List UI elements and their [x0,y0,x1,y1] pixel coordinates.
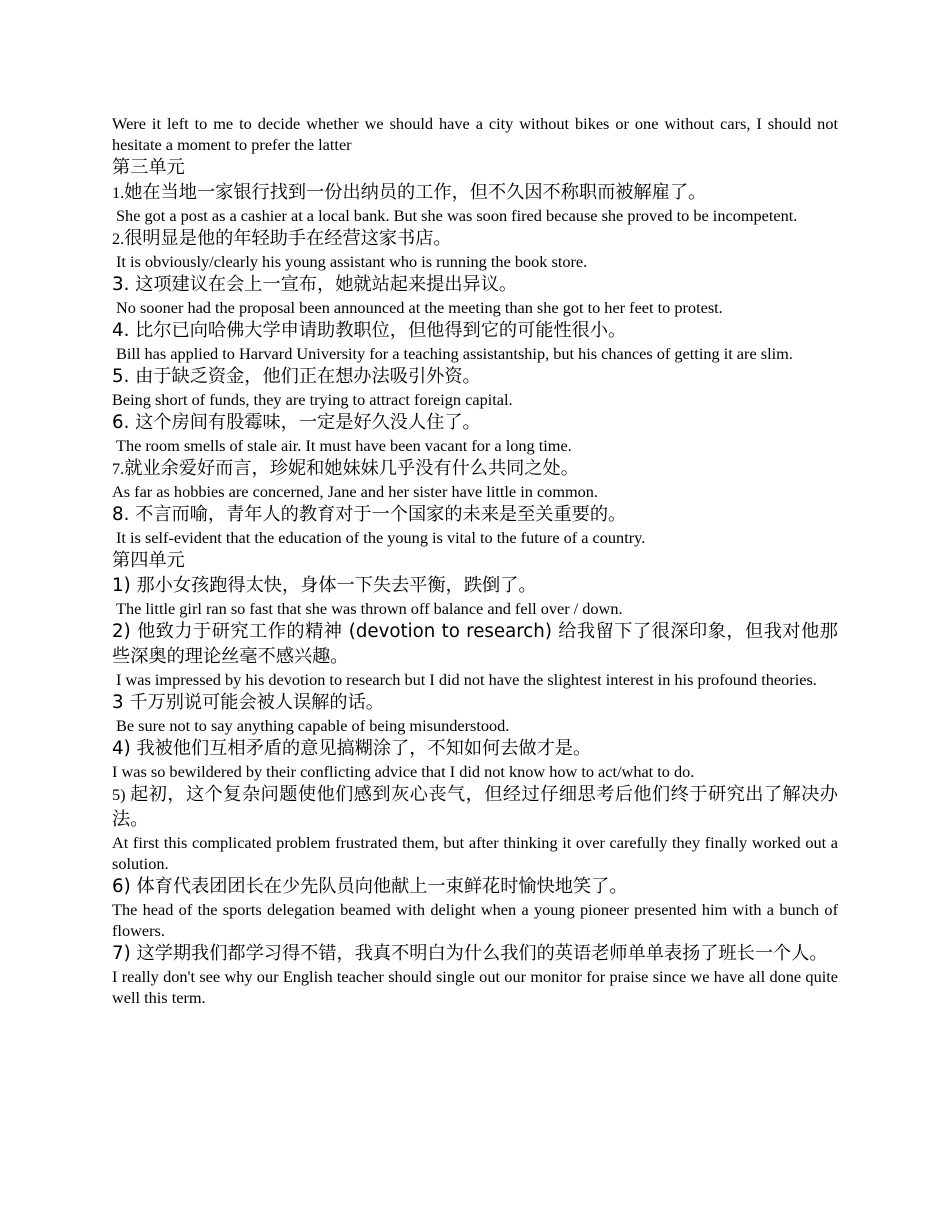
unit3-item-3-number: 3. [112,274,136,295]
unit3-item-6-chinese: 6. 这个房间有股霉味，一定是好久没人住了。 [112,412,481,433]
unit4-item-5-chinese: 5) 起初，这个复杂问题使他们感到灰心丧气，但经过仔细思考后他们终于研究出了解决办法。 [112,784,838,830]
unit4-item-6-english: The head of the sports delegation beamed with delight when a young pioneer presented him with a bunch of flowers. [112,900,838,940]
unit4-item-5-number: 5) [112,785,131,804]
unit4-item-5-english: At first this complicated problem frustrated them, but after thinking it over carefully they finally worked out a solution. [112,833,838,873]
unit3-item-3-chinese: 3. 这项建议在会上一宣布，她就站起来提出异议。 [112,274,518,295]
unit3-item-5-number: 5. [112,366,136,387]
unit4-item-6 [112,874,838,941]
document-page [112,113,838,1008]
unit4-item-7-chinese: 7) 这学期我们都学习得不错，我真不明白为什么我们的英语老师单单表扬了班长一个人。 [112,943,828,964]
unit3-item-8-english: It is self-evident that the education of the young is vital to the future of a country. [116,528,646,547]
unit3-item-6 [112,410,838,456]
unit4-item-4-english: I was so bewildered by their conflicting advice that I did not know how to act/what to do. [112,762,695,781]
unit3-item-8-number: 8. [112,504,136,525]
unit3-item-7-chinese: 7.就业余爱好而言，珍妮和她妹妹几乎没有什么共同之处。 [112,458,579,479]
unit4-item-7 [112,941,838,1008]
unit3-item-2-number: 2. [112,229,125,248]
unit4-item-7-number: 7) [112,943,137,964]
unit4-item-3-english: Be sure not to say anything capable of being misunderstood. [116,716,510,735]
unit3-item-3-english: No sooner had the proposal been announced at the meeting than she got to her feet to protest. [116,298,723,317]
unit4-item-1-chinese: 1) 那小女孩跑得太快，身体一下失去平衡，跌倒了。 [112,575,537,596]
unit3-item-4-chinese: 4. 比尔已向哈佛大学申请助教职位，但他得到它的可能性很小。 [112,320,627,341]
unit4-item-2-chinese: 2) 他致力于研究工作的精神 (devotion to research) 给我留下了很深印象，但我对他那些深奥的理论丝毫不感兴趣。 [112,621,838,667]
unit3-item-8-chinese: 8. 不言而喻，青年人的教育对于一个国家的未来是至关重要的。 [112,504,627,525]
unit3-item-1 [112,180,838,226]
unit4-item-5 [112,782,838,874]
unit4-item-2 [112,619,838,690]
unit3-item-2-chinese: 2.很明显是他的年轻助手在经营这家书店。 [112,228,452,249]
unit4-item-3-chinese: 3 千万别说可能会被人误解的话。 [112,692,384,713]
unit4-item-4-number: 4) [112,738,137,759]
unit3-item-5-english: Being short of funds, they are trying to attract foreign capital. [112,390,513,409]
unit3-heading: 第三单元 [112,157,185,178]
unit3-item-6-number: 6. [112,412,136,433]
unit3-item-5 [112,364,838,410]
unit3-item-1-english: She got a post as a cashier at a local bank. But she was soon fired because she proved to be incompetent. [116,206,798,225]
unit3-item-5-chinese: 5. 由于缺乏资金，他们正在想办法吸引外资。 [112,366,481,387]
unit4-heading: 第四单元 [112,550,185,571]
unit3-item-1-chinese: 1.她在当地一家银行找到一份出纳员的工作，但不久因不称职而被解雇了。 [112,182,707,203]
intro-english: Were it left to me to decide whether we should have a city without bikes or one without cars, I should not hesitate a moment to prefer the latter [112,114,838,154]
unit3-item-2-english: It is obviously/clearly his young assistant who is running the book store. [116,252,588,271]
unit4-item-1-number: 1) [112,575,137,596]
unit3-item-3 [112,272,838,318]
unit3-item-4-number: 4. [112,320,136,341]
unit4-item-6-number: 6) [112,876,137,897]
unit4-item-3-number: 3 [112,692,130,713]
unit3-item-7 [112,456,838,502]
unit3-item-8 [112,502,838,548]
unit4-item-1 [112,573,838,619]
unit4-item-4 [112,736,838,782]
unit4-item-2-english: I was impressed by his devotion to research but I did not have the slightest interest in his profound theories. [116,670,817,689]
unit4-item-6-chinese: 6) 体育代表团团长在少先队员向他献上一束鲜花时愉快地笑了。 [112,876,628,897]
unit3-item-2 [112,226,838,272]
unit4-item-7-english: I really don't see why our English teacher should single out our monitor for praise since we have all done quite well this term. [112,967,838,1007]
unit3-item-1-number: 1. [112,183,125,202]
unit4-item-1-english: The little girl ran so fast that she was thrown off balance and fell over / down. [116,599,623,618]
unit4-item-4-chinese: 4) 我被他们互相矛盾的意见搞糊涂了，不知如何去做才是。 [112,738,592,759]
unit3-item-4-english: Bill has applied to Harvard University for a teaching assistantship, but his chances of getting it are slim. [116,344,793,363]
unit3-item-4 [112,318,838,364]
unit4-item-2-number: 2) [112,621,137,642]
unit3-item-7-english: As far as hobbies are concerned, Jane and her sister have little in common. [112,482,599,501]
unit4-item-3 [112,690,838,736]
unit3-item-7-number: 7. [112,459,125,478]
unit3-item-6-english: The room smells of stale air. It must have been vacant for a long time. [116,436,572,455]
